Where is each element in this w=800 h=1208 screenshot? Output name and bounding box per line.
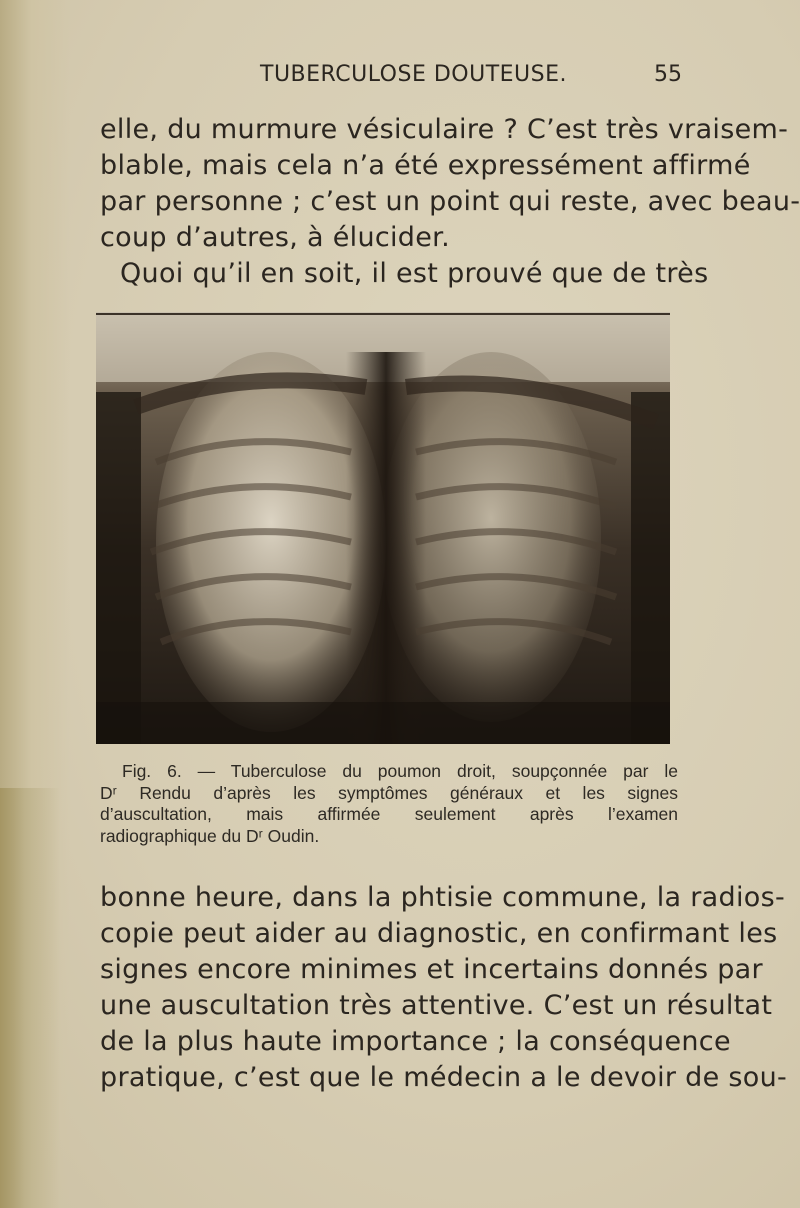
text-line: signes encore minimes et incertains donnés par bbox=[100, 954, 763, 985]
running-title: TUBERCULOSE DOUTEUSE. bbox=[260, 62, 567, 87]
top-paragraph bbox=[100, 112, 800, 292]
caption-line: Fig. 6. — Tuberculose du poumon droit, soupçonnée par le bbox=[122, 761, 678, 781]
chest-radiograph-image bbox=[96, 312, 670, 744]
caption-line: d’auscultation, mais affirmée seulement après l’examen bbox=[100, 804, 678, 824]
text-line: elle, du murmure vésiculaire ? C’est très vraisem- bbox=[100, 114, 789, 145]
page-number: 55 bbox=[654, 62, 682, 87]
text-line: pratique, c’est que le médecin a le devoir de sou- bbox=[100, 1062, 788, 1093]
text-line: Quoi qu’il en soit, il est prouvé que de très bbox=[120, 258, 709, 289]
text-line: de la plus haute importance ; la conséquence bbox=[100, 1026, 731, 1057]
page-edge-stain bbox=[0, 788, 60, 1208]
figure-caption bbox=[100, 761, 678, 847]
text-line: une auscultation très attentive. C’est un résultat bbox=[100, 990, 773, 1021]
bottom-paragraph bbox=[100, 880, 788, 1096]
text-line: coup d’autres, à élucider. bbox=[100, 222, 450, 253]
caption-line: radiographique du Dʳ Oudin. bbox=[100, 825, 320, 846]
text-line: bonne heure, dans la phtisie commune, la radios- bbox=[100, 882, 785, 913]
radiograph-figure bbox=[96, 312, 670, 744]
caption-line: Dʳ Rendu d’après les symptômes généraux et les signes bbox=[100, 782, 678, 803]
text-line: copie peut aider au diagnostic, en confirmant les bbox=[100, 918, 778, 949]
running-head bbox=[100, 62, 680, 92]
text-line: blable, mais cela n’a été expressément affirmé bbox=[100, 150, 751, 181]
text-line: par personne ; c’est un point qui reste, avec beau- bbox=[100, 186, 800, 217]
